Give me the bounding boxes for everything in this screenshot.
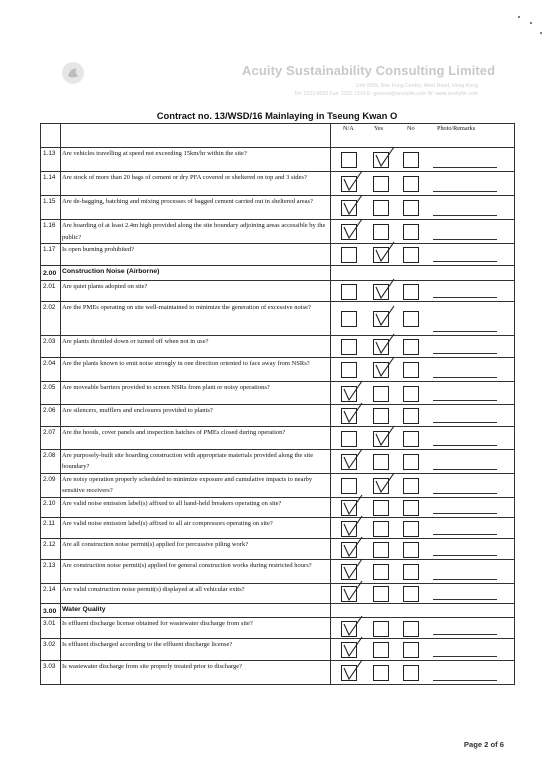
section-row bbox=[41, 266, 515, 281]
checklist-table bbox=[40, 123, 515, 685]
col-photo-label: Photo/Remarks bbox=[437, 125, 476, 132]
checklist-row bbox=[41, 220, 515, 244]
checklist-row bbox=[41, 449, 515, 473]
checklist-row bbox=[41, 301, 515, 335]
checklist-row bbox=[41, 280, 515, 301]
item-number: 3.03 bbox=[41, 661, 61, 685]
photo-remarks-line[interactable] bbox=[433, 353, 497, 354]
item-question: Are moveable barriers provided to screen NSRs from plant or noisy operations? bbox=[61, 381, 331, 404]
checkbox-na[interactable] bbox=[341, 284, 357, 300]
check-mark-icon bbox=[342, 636, 364, 658]
checklist-row bbox=[41, 357, 515, 381]
photo-remarks-line[interactable] bbox=[433, 377, 497, 378]
checklist-row bbox=[41, 244, 515, 266]
item-number: 2.07 bbox=[41, 426, 61, 449]
photo-remarks-line[interactable] bbox=[433, 493, 497, 494]
item-question: Are vehicles travelling at speed not exceeding 15km/hr within the site? bbox=[61, 148, 331, 172]
photo-remarks-line[interactable] bbox=[433, 191, 497, 192]
header-num-cell bbox=[41, 124, 61, 148]
col-no-label: No bbox=[407, 125, 415, 132]
check-mark-icon bbox=[342, 580, 364, 602]
answer-cell bbox=[331, 266, 515, 281]
photo-remarks-line[interactable] bbox=[433, 680, 497, 681]
col-na-label: N/A bbox=[343, 125, 354, 132]
item-question: Are silencers, mufflers and enclosures provided to plants? bbox=[61, 404, 331, 426]
table-header-row bbox=[41, 124, 515, 148]
item-number: 3.00 bbox=[41, 603, 61, 618]
checkbox-na[interactable] bbox=[341, 311, 357, 327]
answer-cell bbox=[331, 280, 515, 301]
checkbox-no[interactable] bbox=[403, 454, 419, 470]
check-mark-icon bbox=[342, 380, 364, 402]
company-contact: Tel: 2333 0620 Fax: 2333 1316 E: general@acuityhk.com W: www.acuityhk.com bbox=[294, 91, 478, 97]
company-address: Unit 1509, Nan Fung Centre, West Road, Hong Kong bbox=[355, 83, 478, 89]
item-number: 2.03 bbox=[41, 335, 61, 357]
checklist-row bbox=[41, 381, 515, 404]
photo-remarks-line[interactable] bbox=[433, 167, 497, 168]
checkbox-yes[interactable] bbox=[373, 386, 389, 402]
photo-remarks-line[interactable] bbox=[433, 656, 497, 657]
checkbox-no[interactable] bbox=[403, 431, 419, 447]
item-number: 2.08 bbox=[41, 449, 61, 473]
checkbox-yes[interactable] bbox=[373, 500, 389, 516]
contract-title: Contract no. 13/WSD/16 Mainlaying in Tseung Kwan O bbox=[156, 110, 398, 121]
page-number: Page 2 of 6 bbox=[463, 740, 504, 749]
checklist-row bbox=[41, 639, 515, 661]
checkbox-no[interactable] bbox=[403, 284, 419, 300]
checkbox-na[interactable] bbox=[341, 339, 357, 355]
item-question: Are hoarding of at least 2.4m high provided along the site boundary adjoining areas accessible by the public? bbox=[61, 220, 331, 244]
item-number: 2.09 bbox=[41, 473, 61, 497]
item-number: 1.13 bbox=[41, 148, 61, 172]
answer-cell bbox=[331, 449, 515, 473]
photo-remarks-line[interactable] bbox=[433, 422, 497, 423]
check-mark-icon bbox=[342, 194, 364, 216]
answer-cell bbox=[331, 639, 515, 661]
checkbox-yes[interactable] bbox=[373, 642, 389, 658]
answer-cell bbox=[331, 301, 515, 335]
checkbox-no[interactable] bbox=[403, 621, 419, 637]
photo-remarks-line[interactable] bbox=[433, 331, 497, 332]
answer-cell bbox=[331, 404, 515, 426]
checkbox-no[interactable] bbox=[403, 176, 419, 192]
photo-remarks-line[interactable] bbox=[433, 579, 497, 580]
check-mark-icon bbox=[374, 241, 396, 263]
item-number: 2.13 bbox=[41, 559, 61, 583]
checklist-row bbox=[41, 538, 515, 559]
item-number: 3.02 bbox=[41, 639, 61, 661]
answer-cell bbox=[331, 196, 515, 220]
header-item-cell bbox=[61, 124, 331, 148]
section-title: Water Quality bbox=[61, 603, 331, 618]
photo-remarks-line[interactable] bbox=[433, 297, 497, 298]
check-mark-icon bbox=[374, 425, 396, 447]
photo-remarks-line[interactable] bbox=[433, 513, 497, 514]
checkbox-no[interactable] bbox=[403, 478, 419, 494]
checkbox-no[interactable] bbox=[403, 521, 419, 537]
checkbox-no[interactable] bbox=[403, 665, 419, 681]
checkbox-yes[interactable] bbox=[373, 542, 389, 558]
checklist-row bbox=[41, 426, 515, 449]
item-question: Is wastewater discharge from site properly treated prior to discharge? bbox=[61, 661, 331, 685]
check-mark-icon bbox=[374, 356, 396, 378]
check-mark-icon bbox=[342, 402, 364, 424]
item-question: Are stock of more than 20 bags of cement or dry PFA covered or sheltered on top and 3 sides? bbox=[61, 172, 331, 196]
check-mark-icon bbox=[342, 558, 364, 580]
item-number: 2.12 bbox=[41, 538, 61, 559]
checklist-row bbox=[41, 517, 515, 538]
check-mark-icon bbox=[374, 278, 396, 300]
item-number: 2.05 bbox=[41, 381, 61, 404]
check-mark-icon bbox=[342, 536, 364, 558]
item-question: Are valid noise emission label(s) affixed to all hand-held breakers operating on site? bbox=[61, 497, 331, 517]
checklist-row bbox=[41, 335, 515, 357]
checkbox-yes[interactable] bbox=[373, 454, 389, 470]
checklist-row bbox=[41, 473, 515, 497]
item-question: Are valid noise emission label(s) affixed to all air compressors operating on site? bbox=[61, 517, 331, 538]
item-question: Are purposely-built site hoarding construction with appropriate materials provided along the site boundary? bbox=[61, 449, 331, 473]
checkbox-yes[interactable] bbox=[373, 521, 389, 537]
checkbox-no[interactable] bbox=[403, 362, 419, 378]
checkbox-na[interactable] bbox=[341, 247, 357, 263]
checkbox-yes[interactable] bbox=[373, 408, 389, 424]
answer-cell bbox=[331, 335, 515, 357]
check-mark-icon bbox=[374, 333, 396, 355]
company-logo-icon bbox=[60, 60, 86, 86]
item-question: Are valid construction noise permit(s) displayed at all vehicular exits? bbox=[61, 583, 331, 603]
checkbox-na[interactable] bbox=[341, 431, 357, 447]
checkbox-no[interactable] bbox=[403, 386, 419, 402]
check-mark-icon bbox=[374, 146, 396, 168]
item-question: Are the PMEs operating on site well-maintained to minimize the generation of excessive noise? bbox=[61, 301, 331, 335]
photo-remarks-line[interactable] bbox=[433, 239, 497, 240]
item-question: Are plants throttled down or turned off when not in use? bbox=[61, 335, 331, 357]
scan-specks bbox=[516, 14, 546, 44]
photo-remarks-line[interactable] bbox=[433, 555, 497, 556]
checklist-row bbox=[41, 559, 515, 583]
section-row bbox=[41, 603, 515, 618]
photo-remarks-line[interactable] bbox=[433, 534, 497, 535]
checkbox-yes[interactable] bbox=[373, 564, 389, 580]
item-question: Is open burning prohibited? bbox=[61, 244, 331, 266]
item-number: 2.02 bbox=[41, 301, 61, 335]
item-number: 2.06 bbox=[41, 404, 61, 426]
checkbox-yes[interactable] bbox=[373, 586, 389, 602]
item-number: 1.16 bbox=[41, 220, 61, 244]
checkbox-no[interactable] bbox=[403, 311, 419, 327]
header-options-cell bbox=[331, 124, 515, 148]
photo-remarks-line[interactable] bbox=[433, 261, 497, 262]
checkbox-no[interactable] bbox=[403, 408, 419, 424]
item-question: Are de-bagging, batching and mixing processes of bagged cement carried out in sheltered areas? bbox=[61, 196, 331, 220]
photo-remarks-line[interactable] bbox=[433, 445, 497, 446]
checkbox-no[interactable] bbox=[403, 224, 419, 240]
checkbox-na[interactable] bbox=[341, 152, 357, 168]
checkbox-no[interactable] bbox=[403, 642, 419, 658]
item-question: Are construction noise permit(s) applied for general construction works during restricted hours? bbox=[61, 559, 331, 583]
item-question: Are quiet plants adopted on site? bbox=[61, 280, 331, 301]
answer-cell bbox=[331, 172, 515, 196]
check-mark-icon bbox=[342, 659, 364, 681]
check-mark-icon bbox=[342, 170, 364, 192]
answer-cell bbox=[331, 661, 515, 685]
answer-cell bbox=[331, 538, 515, 559]
checkbox-no[interactable] bbox=[403, 339, 419, 355]
item-number: 3.01 bbox=[41, 618, 61, 639]
checkbox-no[interactable] bbox=[403, 564, 419, 580]
answer-cell bbox=[331, 148, 515, 172]
answer-cell bbox=[331, 220, 515, 244]
item-number: 2.01 bbox=[41, 280, 61, 301]
item-question: Are the plants known to emit noise strongly in one direction oriented to face away from NSRs? bbox=[61, 357, 331, 381]
checkbox-yes[interactable] bbox=[373, 621, 389, 637]
checklist-row bbox=[41, 661, 515, 685]
item-question: Is effluent discharge license obtained for wastewater discharge from site? bbox=[61, 618, 331, 639]
check-mark-icon bbox=[342, 218, 364, 240]
checkbox-no[interactable] bbox=[403, 586, 419, 602]
check-mark-icon bbox=[342, 615, 364, 637]
checkbox-yes[interactable] bbox=[373, 665, 389, 681]
checkbox-yes[interactable] bbox=[373, 200, 389, 216]
answer-cell bbox=[331, 244, 515, 266]
checkbox-na[interactable] bbox=[341, 478, 357, 494]
photo-remarks-line[interactable] bbox=[433, 215, 497, 216]
checkbox-no[interactable] bbox=[403, 542, 419, 558]
checklist-row bbox=[41, 497, 515, 517]
photo-remarks-line[interactable] bbox=[433, 599, 497, 600]
item-number: 2.04 bbox=[41, 357, 61, 381]
answer-cell bbox=[331, 426, 515, 449]
checklist-row bbox=[41, 618, 515, 639]
photo-remarks-line[interactable] bbox=[433, 469, 497, 470]
checklist-row bbox=[41, 404, 515, 426]
company-name: Acuity Sustainability Consulting Limited bbox=[242, 63, 496, 78]
checkbox-no[interactable] bbox=[403, 247, 419, 263]
checkbox-no[interactable] bbox=[403, 500, 419, 516]
checkbox-na[interactable] bbox=[341, 362, 357, 378]
item-number: 2.11 bbox=[41, 517, 61, 538]
photo-remarks-line[interactable] bbox=[433, 634, 497, 635]
checkbox-yes[interactable] bbox=[373, 224, 389, 240]
item-number: 1.14 bbox=[41, 172, 61, 196]
item-number: 1.15 bbox=[41, 196, 61, 220]
checklist-row bbox=[41, 172, 515, 196]
checklist-row bbox=[41, 196, 515, 220]
item-question: Are noisy operation properly scheduled to minimize exposure and cumulative impacts to nearby sensitive receivers? bbox=[61, 473, 331, 497]
item-question: Are all construction noise permit(s) applied for percussive piling work? bbox=[61, 538, 331, 559]
item-number: 2.14 bbox=[41, 583, 61, 603]
item-number: 2.00 bbox=[41, 266, 61, 281]
checkbox-yes[interactable] bbox=[373, 176, 389, 192]
col-yes-label: Yes bbox=[374, 125, 384, 132]
check-mark-icon bbox=[342, 494, 364, 516]
check-mark-icon bbox=[342, 448, 364, 470]
item-question: Is effluent discharged according to the effluent discharge license? bbox=[61, 639, 331, 661]
check-mark-icon bbox=[342, 515, 364, 537]
checklist-row bbox=[41, 583, 515, 603]
check-mark-icon bbox=[374, 305, 396, 327]
item-number: 1.17 bbox=[41, 244, 61, 266]
item-number: 2.10 bbox=[41, 497, 61, 517]
item-question: Are the hoods, cover panels and inspection hatches of PMEs closed during operation? bbox=[61, 426, 331, 449]
checkbox-no[interactable] bbox=[403, 152, 419, 168]
section-title: Construction Noise (Airborne) bbox=[61, 266, 331, 281]
checkbox-no[interactable] bbox=[403, 200, 419, 216]
photo-remarks-line[interactable] bbox=[433, 400, 497, 401]
check-mark-icon bbox=[374, 472, 396, 494]
checklist-row bbox=[41, 148, 515, 172]
answer-cell bbox=[331, 583, 515, 603]
answer-cell bbox=[331, 357, 515, 381]
